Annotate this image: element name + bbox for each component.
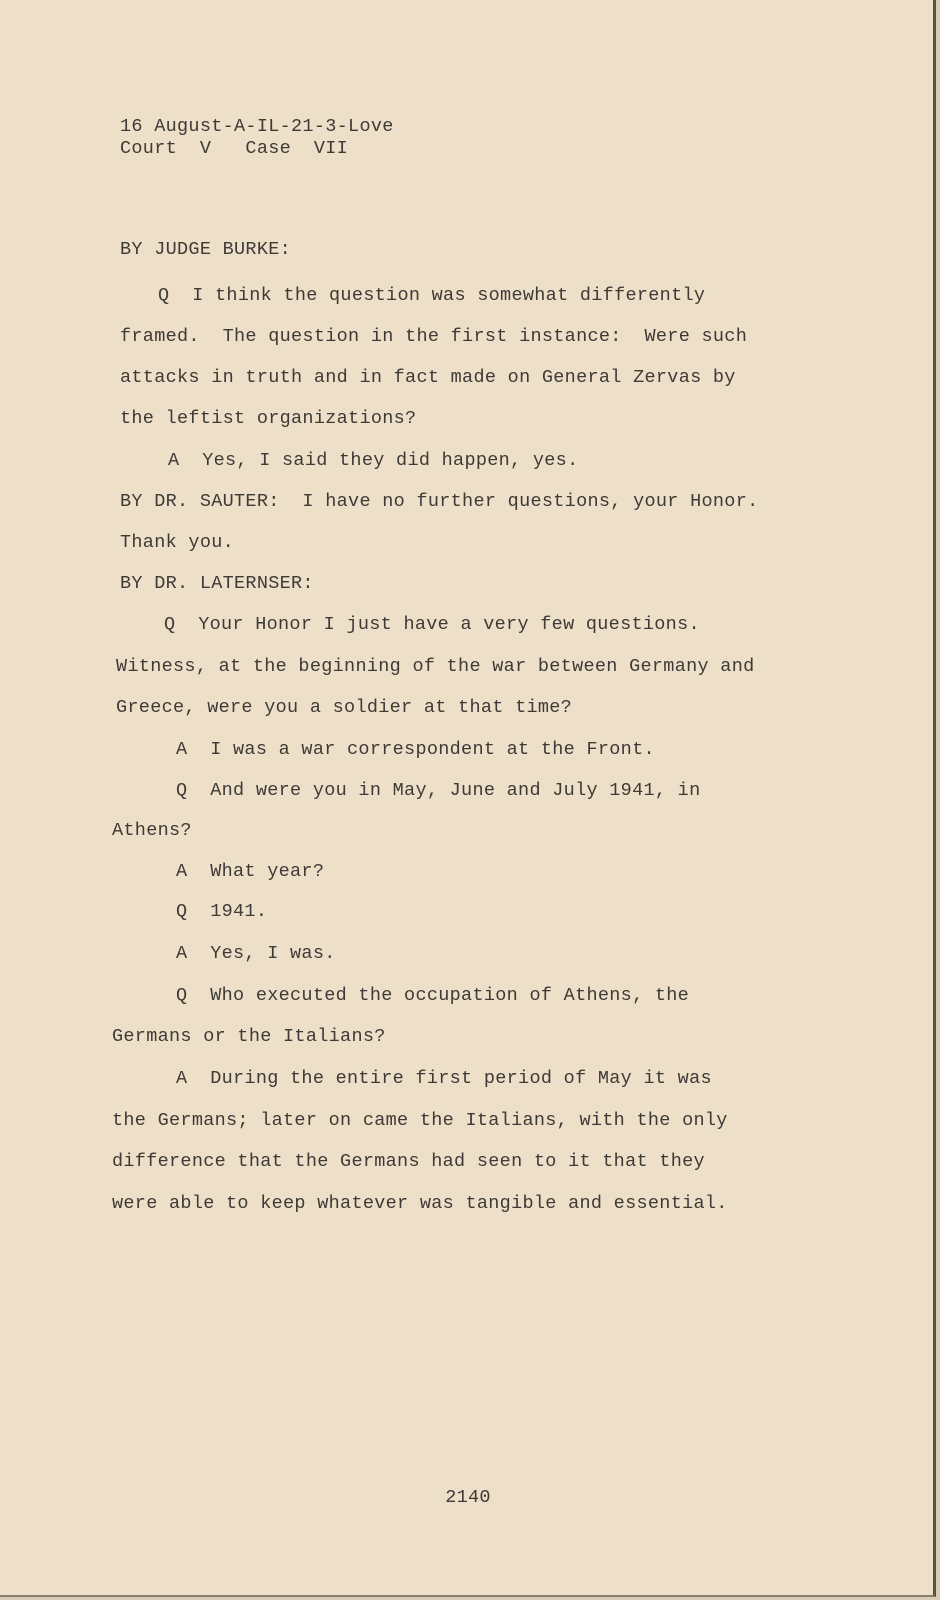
- transcript-line: Q And were you in May, June and July 1941, in: [176, 780, 701, 801]
- transcript-line: A Yes, I said they did happen, yes.: [168, 450, 579, 471]
- transcript-line: A During the entire first period of May it was: [176, 1068, 712, 1089]
- transcript-line: Germans or the Italians?: [112, 1026, 386, 1047]
- header-line-2: Court V Case VII: [120, 138, 349, 159]
- transcript-line: attacks in truth and in fact made on General Zervas by: [120, 367, 736, 388]
- speaker-heading: BY DR. LATERNSER:: [120, 573, 314, 594]
- transcript-line: Q I think the question was somewhat differently: [158, 285, 706, 306]
- transcript-line: Witness, at the beginning of the war between Germany and: [116, 656, 755, 677]
- transcript-line: difference that the Germans had seen to it that they: [112, 1151, 705, 1172]
- transcript-line: Q Who executed the occupation of Athens, the: [176, 985, 690, 1006]
- transcript-line: were able to keep whatever was tangible and essential.: [112, 1193, 728, 1214]
- transcript-line: framed. The question in the first instance: Were such: [120, 326, 748, 347]
- speaker-heading: BY JUDGE BURKE:: [120, 239, 292, 260]
- transcript-line: Q Your Honor I just have a very few questions.: [164, 614, 700, 635]
- transcript-line: A What year?: [176, 861, 325, 882]
- page-number: 2140: [445, 1487, 491, 1508]
- transcript-line: the leftist organizations?: [120, 408, 417, 429]
- speaker-heading: BY DR. SAUTER: I have no further questions, your Honor.: [120, 491, 759, 512]
- header-line-1: 16 August-A-IL-21-3-Love: [120, 116, 394, 137]
- transcript-line: A Yes, I was.: [176, 943, 336, 964]
- transcript-line: Athens?: [112, 820, 192, 841]
- transcript-line: the Germans; later on came the Italians, with the only: [112, 1110, 728, 1131]
- transcript-line: Thank you.: [120, 532, 235, 553]
- transcript-line: Q 1941.: [176, 901, 268, 922]
- transcript-line: A I was a war correspondent at the Front.: [176, 739, 655, 760]
- transcript-line: Greece, were you a soldier at that time?: [116, 697, 573, 718]
